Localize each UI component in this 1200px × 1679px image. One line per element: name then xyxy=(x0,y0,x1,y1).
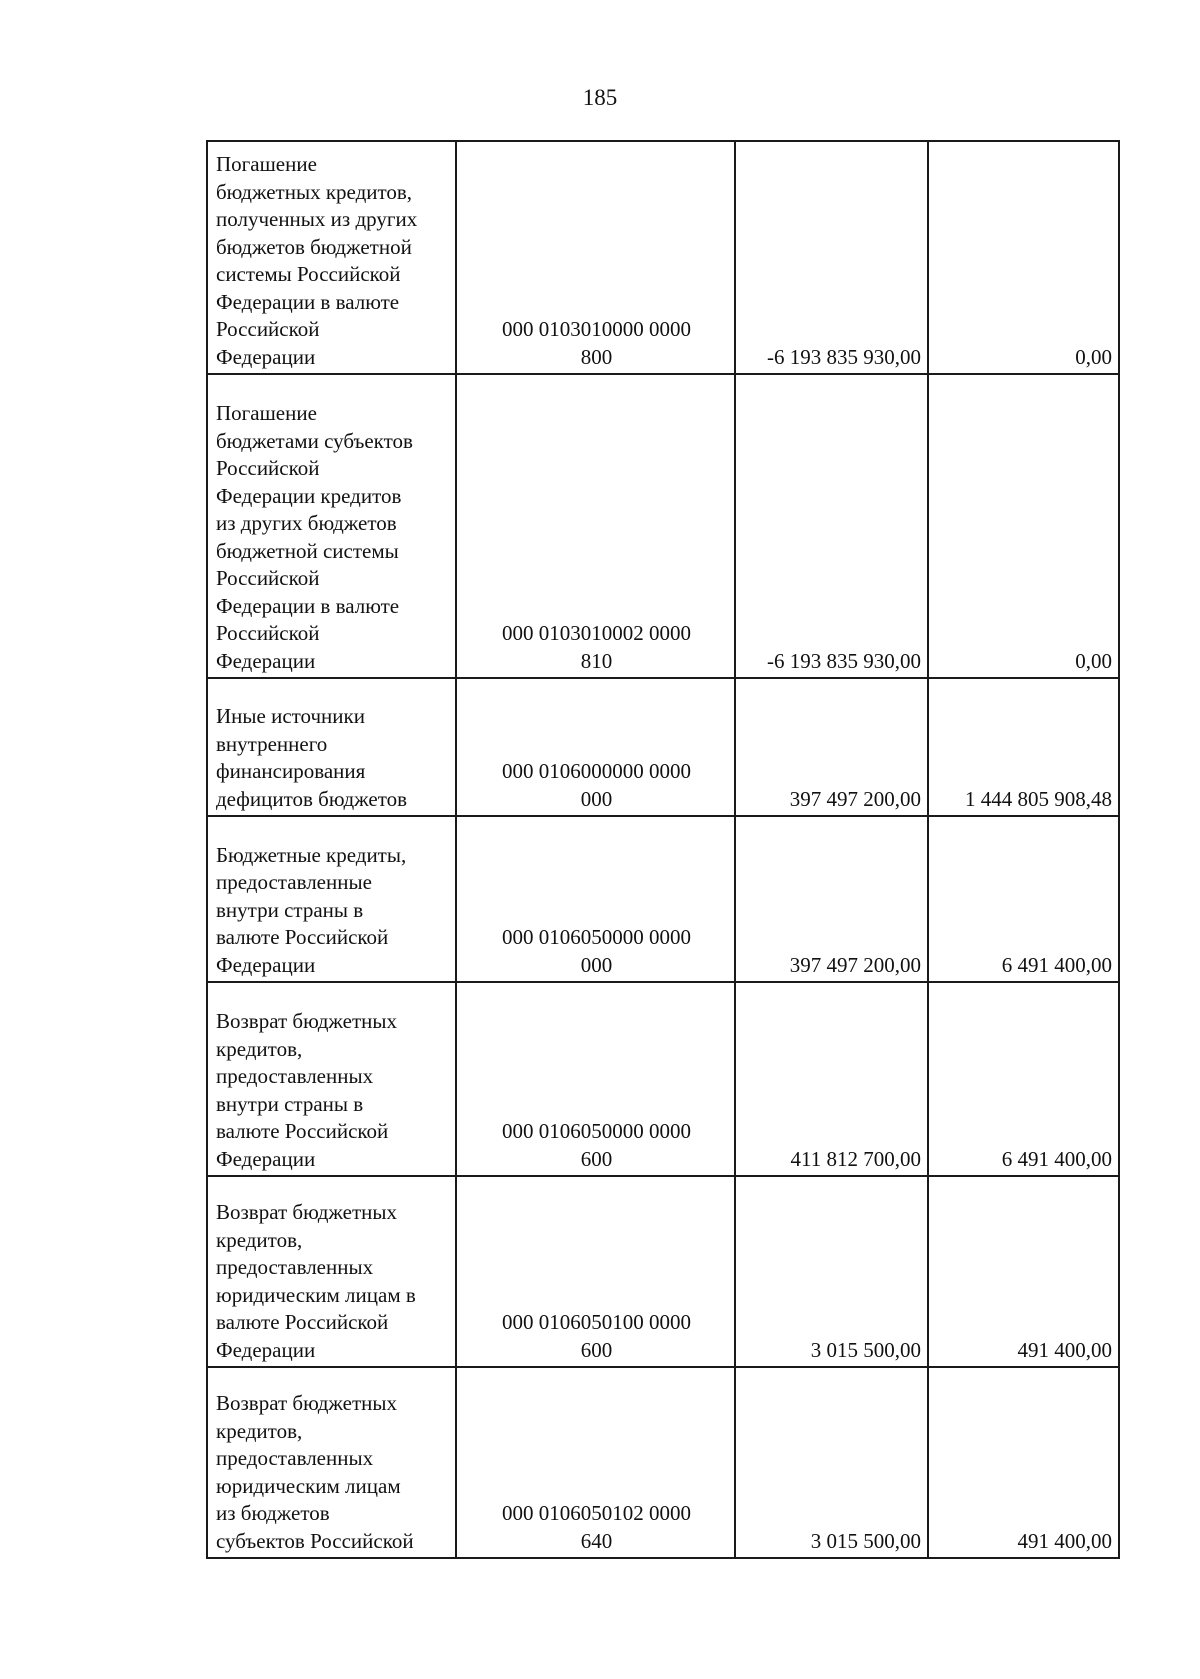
row-budget-code: 000 0106050000 0000 000 xyxy=(456,816,735,982)
row-description: Возврат бюджетных кредитов, предоставленных юридическим лицам в валюте Российской Федерации xyxy=(207,1176,456,1367)
page-number: 185 xyxy=(582,85,618,110)
row-description: Иные источники внутреннего финансирования дефицитов бюджетов xyxy=(207,678,456,816)
row-amount-2: 1 444 805 908,48 xyxy=(928,678,1119,816)
row-amount-1: 397 497 200,00 xyxy=(735,816,928,982)
table-row xyxy=(207,678,1119,816)
row-amount-1: -6 193 835 930,00 xyxy=(735,141,928,374)
row-amount-2: 491 400,00 xyxy=(928,1176,1119,1367)
row-description: Возврат бюджетных кредитов, предоставленных внутри страны в валюте Российской Федерации xyxy=(207,982,456,1176)
table-row xyxy=(207,1176,1119,1367)
table-row xyxy=(207,816,1119,982)
table-row xyxy=(207,982,1119,1176)
row-amount-1: -6 193 835 930,00 xyxy=(735,374,928,678)
table-row xyxy=(207,141,1119,374)
row-description: Бюджетные кредиты, предоставленные внутри страны в валюте Российской Федерации xyxy=(207,816,456,982)
row-amount-2: 491 400,00 xyxy=(928,1367,1119,1558)
row-budget-code: 000 0103010002 0000 810 xyxy=(456,374,735,678)
row-budget-code: 000 0106050102 0000 640 xyxy=(456,1367,735,1558)
row-description: Погашение бюджетами субъектов Российской Федерации кредитов из других бюджетов бюджетной системы Российской Федерации в валюте Российской Федерации xyxy=(207,374,456,678)
row-budget-code: 000 0106000000 0000 000 xyxy=(456,678,735,816)
row-budget-code: 000 0106050000 0000 600 xyxy=(456,982,735,1176)
row-description: Погашение бюджетных кредитов, полученных из других бюджетов бюджетной системы Российской Федерации в валюте Российской Федерации xyxy=(207,141,456,374)
budget-sources-table xyxy=(206,140,1120,1559)
row-amount-1: 3 015 500,00 xyxy=(735,1176,928,1367)
row-budget-code: 000 0106050100 0000 600 xyxy=(456,1176,735,1367)
row-budget-code: 000 0103010000 0000 800 xyxy=(456,141,735,374)
row-amount-2: 6 491 400,00 xyxy=(928,816,1119,982)
row-amount-1: 411 812 700,00 xyxy=(735,982,928,1176)
row-amount-1: 3 015 500,00 xyxy=(735,1367,928,1558)
row-amount-2: 6 491 400,00 xyxy=(928,982,1119,1176)
row-amount-2: 0,00 xyxy=(928,141,1119,374)
table-row xyxy=(207,1367,1119,1558)
row-amount-2: 0,00 xyxy=(928,374,1119,678)
row-description: Возврат бюджетных кредитов, предоставленных юридическим лицам из бюджетов субъектов Российской xyxy=(207,1367,456,1558)
table-row xyxy=(207,374,1119,678)
row-amount-1: 397 497 200,00 xyxy=(735,678,928,816)
